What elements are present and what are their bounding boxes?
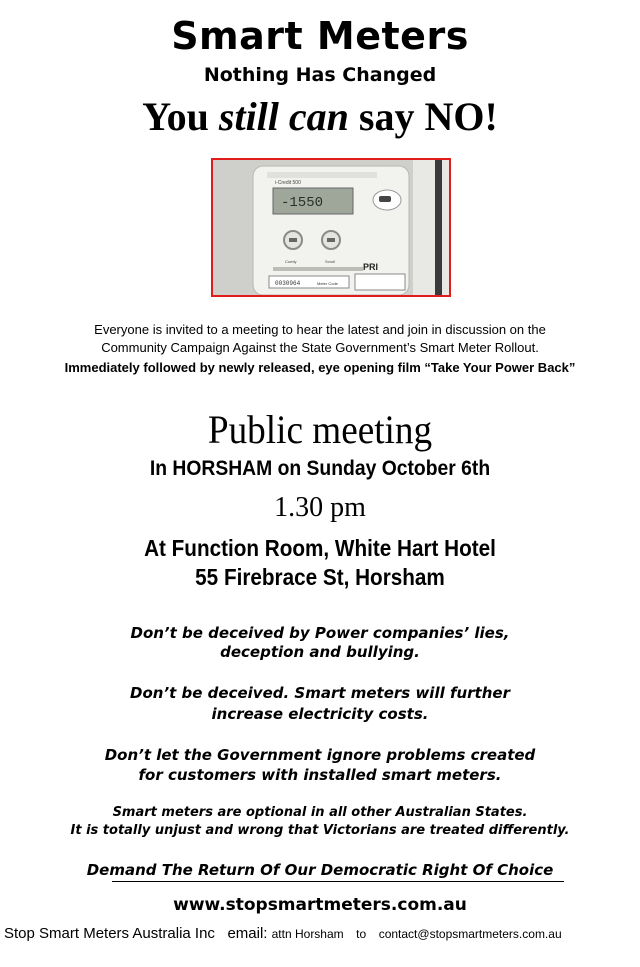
meter-logo: PRI [363, 262, 379, 272]
point-2-line-1: Don’t be deceived. Smart meters will further [130, 684, 510, 702]
venue-line-2: 55 Firebrace St, Horsham [195, 564, 445, 590]
smart-meter-photo [211, 158, 451, 297]
point-2-line-2: increase electricity costs. [211, 705, 429, 723]
meeting-time: 1.30 pm [274, 492, 366, 523]
title: Smart Meters [171, 14, 469, 58]
footer-email-address[interactable]: contact@stopsmartmeters.com.au [378, 927, 562, 941]
footer-org: Stop Smart Meters Australia Inc [4, 925, 215, 942]
meter-brand: i-Credit 500 [275, 180, 301, 186]
tagline-emphasis: still can [218, 94, 349, 139]
venue-line-1: At Function Room, White Hart Hotel [144, 535, 496, 561]
point-3-line-2: for customers with installed smart meters. [138, 766, 502, 784]
point-4-line-1: Smart meters are optional in all other Australian States. [112, 805, 528, 820]
demand-statement: Demand The Return Of Our Democratic Right Of Choice [86, 861, 554, 879]
point-4-line-2: It is totally unjust and wrong that Victorians are treated differently. [70, 823, 570, 838]
smart-meter-image [213, 160, 449, 295]
subtitle: Nothing Has Changed [203, 64, 437, 86]
meeting-heading: Public meeting [207, 407, 433, 452]
tagline-post: say NO! [348, 94, 498, 139]
tagline [0, 93, 640, 140]
demand-underline [112, 881, 564, 882]
footer-contact [4, 925, 562, 942]
point-3-line-1: Don’t let the Government ignore problems created [104, 746, 536, 764]
point-1-line-1: Don’t be deceived by Power companies’ lies, [130, 624, 510, 642]
website-link[interactable]: www.stopsmartmeters.com.au [173, 895, 467, 915]
meter-display: -1550 [281, 195, 324, 211]
meter-code: Meter Code [317, 281, 338, 286]
intro-line-3: Immediately followed by newly released, eye opening film “Take Your Power Back” [64, 360, 576, 375]
footer-email-label: email: [227, 925, 268, 942]
footer-attn: attn Horsham [271, 927, 344, 941]
point-1-line-2: deception and bullying. [220, 643, 420, 661]
intro-line-1: Everyone is invited to a meeting to hear the latest and join in discussion on the [94, 322, 546, 337]
meeting-date: In HORSHAM on Sunday October 6th [149, 457, 491, 480]
meter-serial: 0030964 [275, 280, 301, 287]
footer-to: to [356, 927, 367, 941]
tagline-pre: You [142, 94, 219, 139]
intro-line-2: Community Campaign Against the State Government’s Smart Meter Rollout. [101, 340, 539, 355]
meter-label-scroll: Scroll [325, 259, 336, 264]
meter-label-comfy: Comfy [285, 259, 297, 264]
